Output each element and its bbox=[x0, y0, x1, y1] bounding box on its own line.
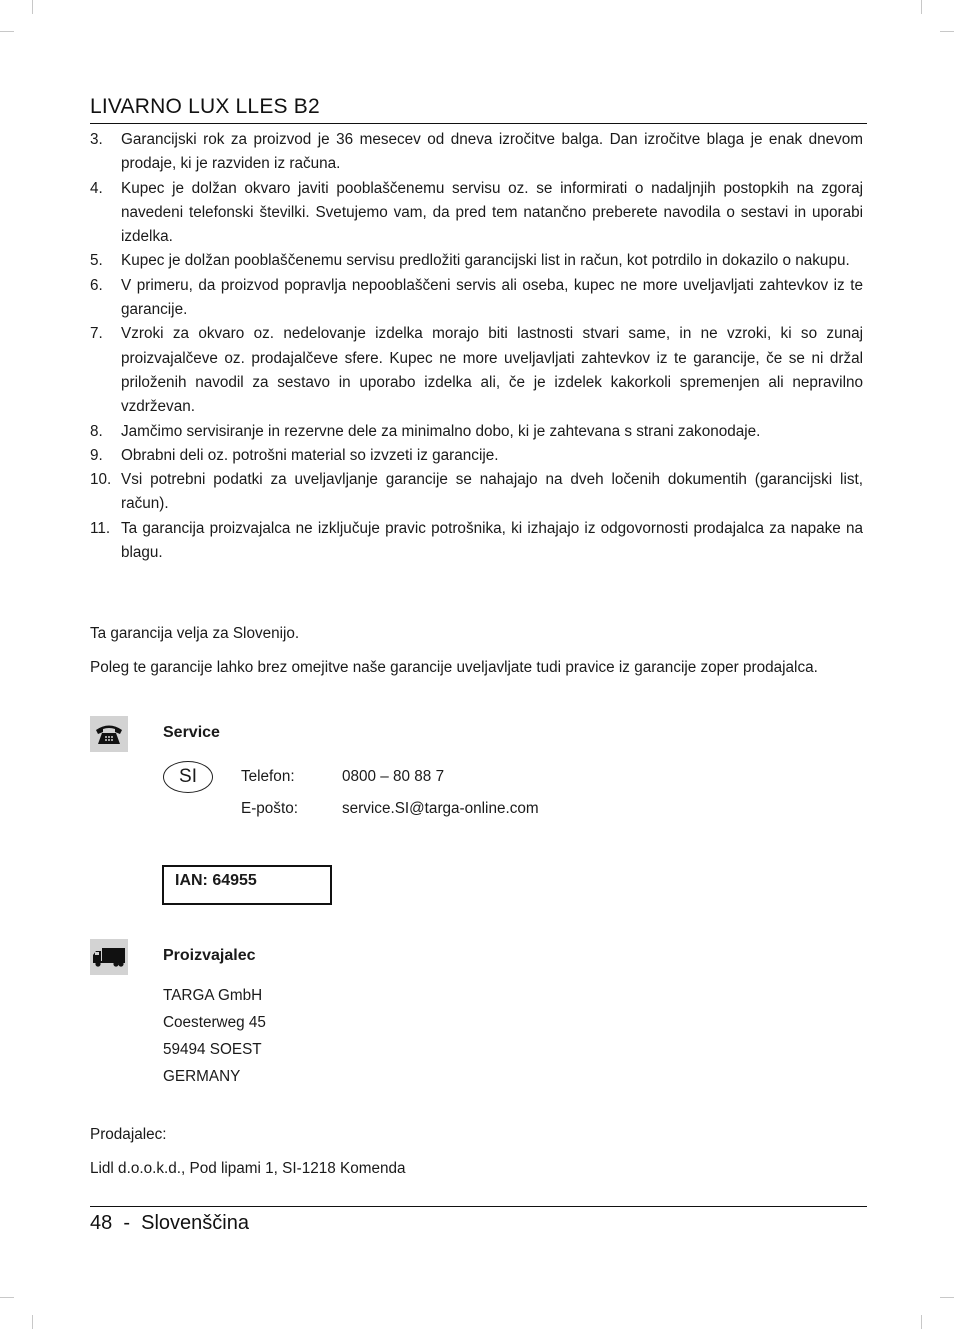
crop-mark bbox=[921, 1315, 922, 1329]
list-item bbox=[90, 177, 863, 250]
list-item-text: Ta garancija proizvajalca ne izključuje pravic potrošnika, ki izhajajo iz odgovornosti prodajalca za napake na blagu. bbox=[121, 519, 863, 562]
list-item-number: 10. bbox=[90, 471, 112, 489]
truck-icon bbox=[90, 939, 128, 975]
manufacturer-address-line: 59494 SOEST bbox=[163, 1041, 262, 1058]
list-item bbox=[90, 444, 863, 468]
seller-rights-paragraph: Poleg te garancije lahko brez omejitve naše garancije uveljavljate tudi pravice iz garancije zoper prodajalca. bbox=[90, 659, 818, 676]
list-item-number: 5. bbox=[90, 252, 103, 270]
list-item-text: Kupec je dolžan okvaro javiti pooblaščenemu servisu oz. se informirati o nadaljnjih postopkih na zgoraj navedeni telefonski številki. Svetujemo vam, da pred tem natančno preberete navodila o sestavi in uporabi izdelka. bbox=[121, 179, 863, 246]
manufacturer-address-line: Coesterweg 45 bbox=[163, 1014, 266, 1031]
manufacturer-address-line: TARGA GmbH bbox=[163, 987, 263, 1004]
phone-number: 0800 – 80 88 7 bbox=[342, 768, 445, 785]
email-label: E-pošto: bbox=[241, 800, 298, 817]
manufacturer-heading: Proizvajalec bbox=[163, 947, 256, 964]
list-item-text: Vsi potrebni podatki za uveljavljanje garancije se nahajajo na dveh ločenih dokumentih (garancijski list, račun). bbox=[121, 471, 863, 513]
list-item-text: Jamčimo servisiranje in rezervne dele za minimalno dobo, ki je zahtevana s strani zakonodaje. bbox=[121, 422, 761, 440]
list-item bbox=[90, 322, 863, 419]
list-item bbox=[90, 517, 863, 566]
header-rule bbox=[90, 123, 867, 124]
list-item-number: 9. bbox=[90, 446, 103, 464]
list-item-number: 4. bbox=[90, 179, 103, 197]
crop-mark bbox=[940, 31, 954, 32]
list-item bbox=[90, 420, 863, 444]
footer-rule bbox=[90, 1206, 867, 1207]
list-item-text: V primeru, da proizvod popravlja nepooblaščeni servis ali oseba, kupec ne more uveljavljati zahtevkov iz te garancije. bbox=[121, 276, 863, 319]
list-item-number: 8. bbox=[90, 422, 103, 440]
service-heading: Service bbox=[163, 724, 220, 741]
phone-label: Telefon: bbox=[241, 768, 295, 785]
list-item-text: Kupec je dolžan pooblaščenemu servisu predložiti garancijski list in račun, kot potrdilo in dokazilo o nakupu. bbox=[121, 252, 850, 270]
manufacturer-address-line: GERMANY bbox=[163, 1068, 241, 1085]
list-item bbox=[90, 128, 863, 177]
list-item-number: 3. bbox=[90, 131, 103, 148]
list-item-number: 6. bbox=[90, 276, 103, 294]
header-title: LIVARNO LUX LLES B2 bbox=[90, 95, 320, 118]
list-item bbox=[90, 468, 863, 517]
telephone-icon bbox=[90, 716, 128, 752]
list-item bbox=[90, 274, 863, 323]
list-item-number: 11. bbox=[90, 519, 111, 537]
crop-mark bbox=[32, 0, 33, 14]
list-item-number: 7. bbox=[90, 325, 103, 343]
list-item-text: Obrabni deli oz. potrošni material so izvzeti iz garancije. bbox=[121, 446, 499, 464]
country-code-badge bbox=[163, 761, 213, 793]
crop-mark bbox=[940, 1297, 954, 1298]
ian-box bbox=[162, 865, 332, 905]
country-code: SI bbox=[179, 766, 197, 787]
crop-mark bbox=[0, 31, 14, 32]
crop-mark bbox=[0, 1297, 14, 1298]
ian-number: IAN: 64955 bbox=[175, 872, 257, 889]
crop-mark bbox=[32, 1315, 33, 1329]
list-item-text: Garancijski rok za proizvod je 36 mesecev od dneva izročitve balga. Dan izročitve blaga je enak dnevom prodaje, ki je razviden iz računa. bbox=[121, 131, 863, 173]
list-item bbox=[90, 249, 863, 273]
page-footer: 48 - Slovenščina bbox=[90, 1212, 249, 1234]
email-address: service.SI@targa-online.com bbox=[342, 800, 539, 817]
warranty-conditions-list bbox=[90, 128, 863, 565]
validity-paragraph: Ta garancija velja za Slovenijo. bbox=[90, 625, 300, 642]
list-item-text: Vzroki za okvaro oz. nedelovanje izdelka morajo biti lastnosti stvari same, in ne vzroki, ki so zunaj proizvajalčeve oz. prodajalčeve sfere. Kupec ne more uveljavljati zahtevkov iz te garancije, če se ni držal priloženih navodil za sestavo in uporabo izdelka ali, če je izdelek kakorkoli spremenjen ali nepravilno vzdrževan. bbox=[121, 325, 863, 416]
crop-mark bbox=[921, 0, 922, 14]
seller-address: Lidl d.o.o.k.d., Pod lipami 1, SI-1218 Komenda bbox=[90, 1160, 406, 1177]
seller-label: Prodajalec: bbox=[90, 1126, 167, 1143]
